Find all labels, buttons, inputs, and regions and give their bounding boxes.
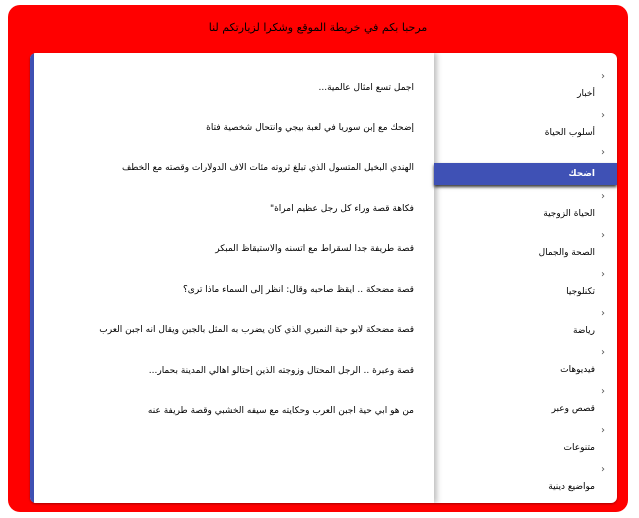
chevron-left-icon: ‹ (601, 386, 605, 397)
sidebar-item-videos[interactable] (434, 343, 617, 379)
page-frame (8, 5, 628, 512)
sidebar-item-married-life[interactable] (434, 187, 617, 223)
chevron-left-icon: ‹ (601, 230, 605, 241)
article-link[interactable]: إضحك مع إبن سوريا في لعبة بيجي وانتحال شخصية فتاة (206, 123, 414, 133)
sidebar-item-label: أخبار (577, 89, 595, 99)
sitemap-panel (30, 53, 617, 503)
sidebar-item-label: قصص وعبر (551, 404, 595, 414)
article-link[interactable]: أجمل تسع أمثال عالمية... (318, 83, 414, 93)
chevron-left-icon: ‹ (601, 269, 605, 280)
sidebar-item-label: رياضة (572, 326, 595, 336)
sidebar-item-religious[interactable] (434, 460, 617, 496)
sidebar-item-news[interactable] (434, 67, 617, 103)
sidebar-item-label: الصحة والجمال (538, 248, 595, 258)
sidebar-item-label: مواضيع دينية (548, 482, 595, 492)
chevron-left-icon: ‹ (601, 110, 605, 121)
sidebar-item-stories[interactable] (434, 382, 617, 418)
chevron-left-icon: ‹ (601, 147, 605, 158)
sidebar-item-laugh[interactable] (434, 163, 617, 185)
article-link[interactable]: قصة مضحكة لأبو حية النميري الذي كان يضرب به المثل بالجبن ويقال أنه أجبن العرب (99, 325, 414, 335)
sidebar-item-health-beauty[interactable] (434, 226, 617, 262)
chevron-left-icon: ‹ (601, 464, 605, 475)
sidebar-item-lifestyle[interactable] (434, 106, 617, 142)
sidebar-item-label: الحياة الزوجية (543, 209, 595, 219)
sidebar-item-label: اضحك (568, 169, 595, 179)
sidebar-item-label: متنوعات (563, 443, 595, 453)
sidebar-item-misc[interactable] (434, 421, 617, 457)
article-link[interactable]: قصة مضحكة .. أيقظ صاحبه وقال: انظر إلى السماء ماذا ترى؟ (183, 285, 414, 295)
chevron-left-icon: ‹ (601, 425, 605, 436)
chevron-left-icon: ‹ (601, 308, 605, 319)
category-sidebar (434, 53, 617, 503)
article-link[interactable]: قصة وعبرة .. الرجل المحتال وزوجته الذين إحتالو اهالي المدينة بحمار... (148, 366, 414, 376)
sidebar-item-sports[interactable] (434, 304, 617, 340)
article-link[interactable]: من هو أبي حية أجبن العرب وحكايته مع سيفه الخشبي وقصة طريفة عنه (147, 406, 414, 416)
article-list (34, 53, 434, 503)
sidebar-item-label: فيديوهات (560, 365, 595, 375)
chevron-left-icon: ‹ (601, 191, 605, 202)
sidebar-item-laugh-chevron-row (434, 143, 617, 163)
chevron-left-icon: ‹ (601, 71, 605, 82)
article-link[interactable]: الهندي البخيل المتسول الذي تبلغ ثروته مئات آلاف الدولارات وقصته مع الخطف (121, 163, 414, 173)
article-link[interactable]: فكاهة قصة وراء كل رجل عظيم امرأة" (269, 204, 414, 214)
header-welcome-text: مرحبا بكم في خريطة الموقع وشكرا لزيارتكم لنا (208, 21, 428, 34)
article-link[interactable]: قصة طريفة جدا لسقراط مع أتسنه والاستيقاظ المبكر (215, 244, 414, 254)
sidebar-item-technology[interactable] (434, 265, 617, 301)
chevron-left-icon: ‹ (601, 347, 605, 358)
sidebar-item-label: تكنلوجيا (566, 287, 595, 297)
sidebar-item-label: أسلوب الحياة (544, 128, 595, 138)
